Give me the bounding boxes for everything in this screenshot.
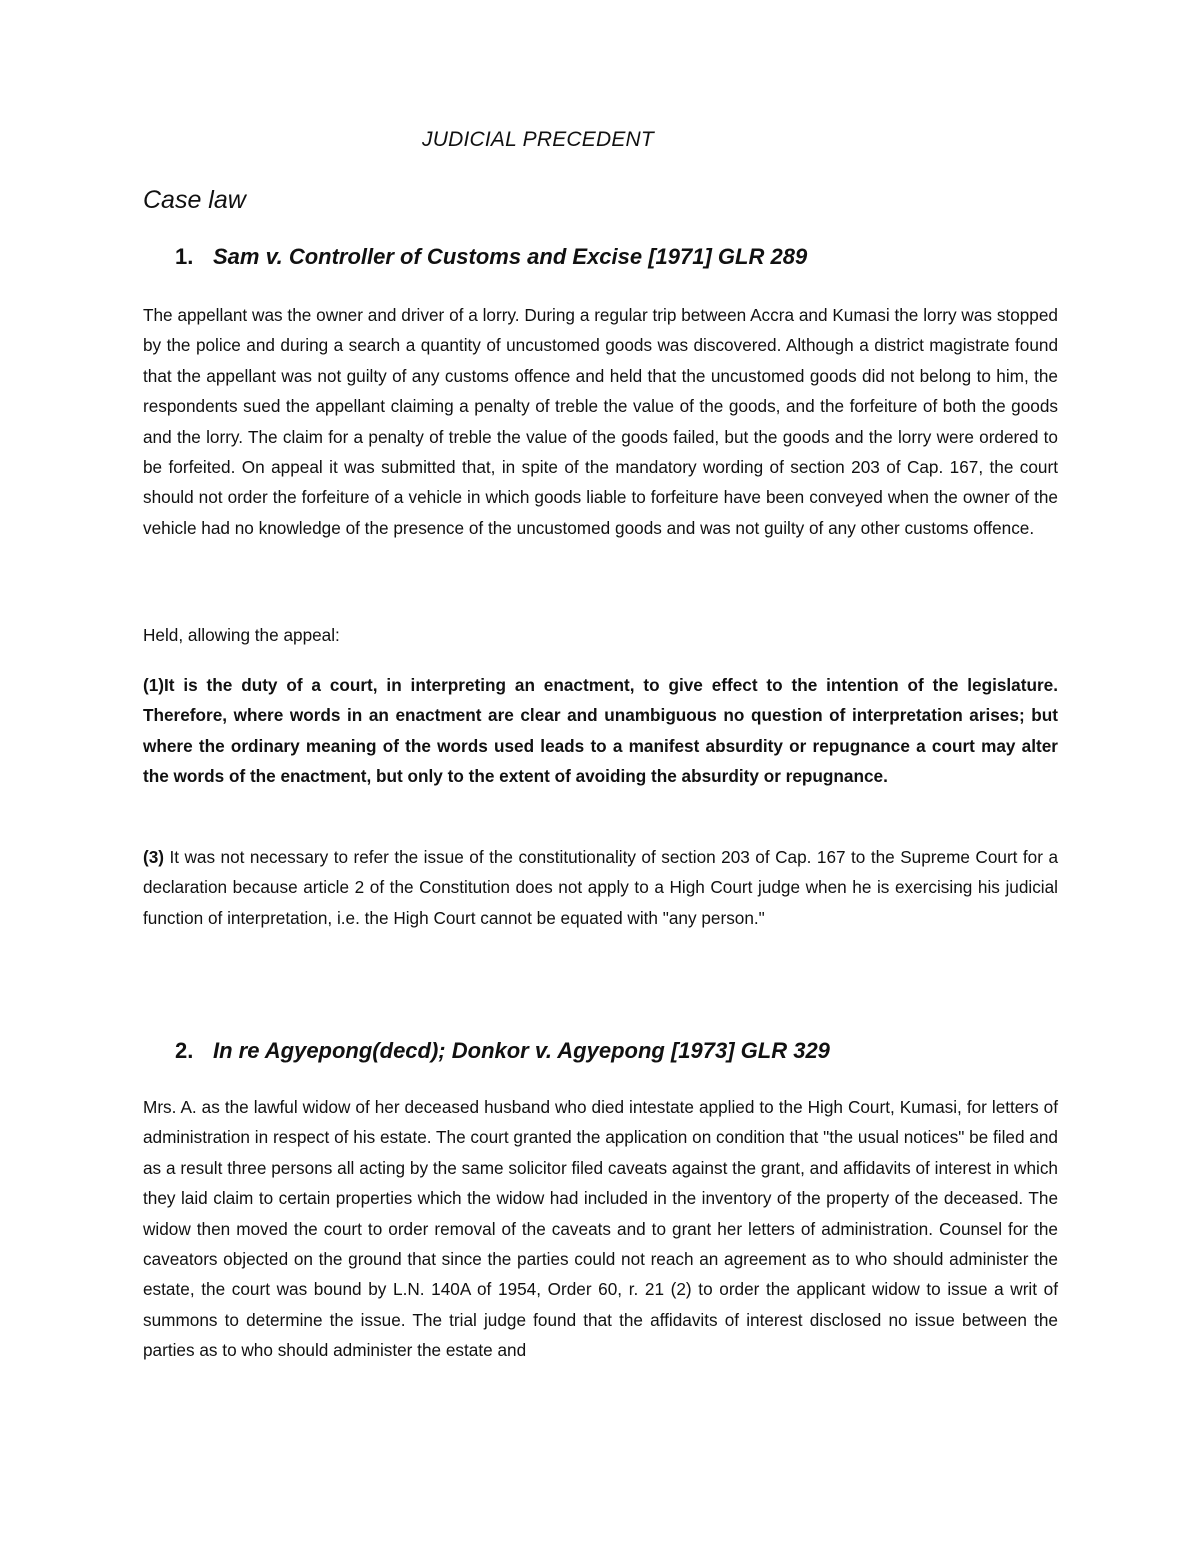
holding-3-marker: (3)	[143, 847, 165, 867]
case-number: 2.	[175, 1038, 194, 1063]
holding-3-text: It was not necessary to refer the issue of the constitutionality of section 203 of Cap. 167 to the Supreme Court for a declaration because article 2 of the Constitution does not apply to a High Court judge when he is exercising his judicial function of interpretation, i.e. the High Court cannot be equated with "any person."	[143, 847, 1058, 928]
holding-1-text: It is the duty of a court, in interpreting an enactment, to give effect to the intention of the legislature. Therefore, where words in an enactment are clear and unambiguous no question of interpretation arises; but where the ordinary meaning of the words used leads to a manifest absurdity or repugnance a court may alter the words of the enactment, but only to the extent of avoiding the absurdity or repugnance.	[143, 675, 1058, 787]
case-heading-2	[175, 1038, 830, 1064]
holding-3	[143, 842, 1058, 933]
holding-1	[143, 670, 1058, 792]
case-1-facts: The appellant was the owner and driver of a lorry. During a regular trip between Accra and Kumasi the lorry was stopped by the police and during a search a quantity of uncustomed goods was discovered. Although a district magistrate found that the appellant was not guilty of any customs offence and held that the uncustomed goods did not belong to him, the respondents sued the appellant claiming a penalty of treble the value of the goods, and the forfeiture of both the goods and the lorry. The claim for a penalty of treble the value of the goods failed, but the goods and the lorry were ordered to be forfeited. On appeal it was submitted that, in spite of the mandatory wording of section 203 of Cap. 167, the court should not order the forfeiture of a vehicle in which goods liable to forfeiture have been conveyed when the owner of the vehicle had no knowledge of the presence of the uncustomed goods and was not guilty of any other customs offence.	[143, 305, 1058, 538]
case-number: 1.	[175, 244, 194, 269]
document-title: JUDICIAL PRECEDENT	[422, 128, 654, 151]
case-citation: In re Agyepong(decd); Donkor v. Agyepong [1973] GLR 329	[213, 1038, 830, 1063]
section-heading: Case law	[143, 186, 246, 214]
held-intro: Held, allowing the appeal:	[143, 625, 340, 645]
case-heading-1	[175, 244, 807, 270]
case-2-facts: Mrs. A. as the lawful widow of her deceased husband who died intestate applied to the High Court, Kumasi, for letters of administration in respect of his estate. The court granted the application on condition that "the usual notices" be filed and as a result three persons all acting by the same solicitor filed caveats against the grant, and affidavits of interest in which they laid claim to certain properties which the widow had included in the inventory of the property of the deceased. The widow then moved the court to order removal of the caveats and to grant her letters of administration. Counsel for the caveators objected on the ground that since the parties could not reach an agreement as to who should administer the estate, the court was bound by L.N. 140A of 1954, Order 60, r. 21 (2) to order the applicant widow to issue a writ of summons to determine the issue. The trial judge found that the affidavits of interest disclosed no issue between the parties as to who should administer the estate and	[143, 1097, 1058, 1361]
holding-1-marker: (1)	[143, 675, 165, 695]
case-citation: Sam v. Controller of Customs and Excise [1971] GLR 289	[213, 244, 808, 269]
